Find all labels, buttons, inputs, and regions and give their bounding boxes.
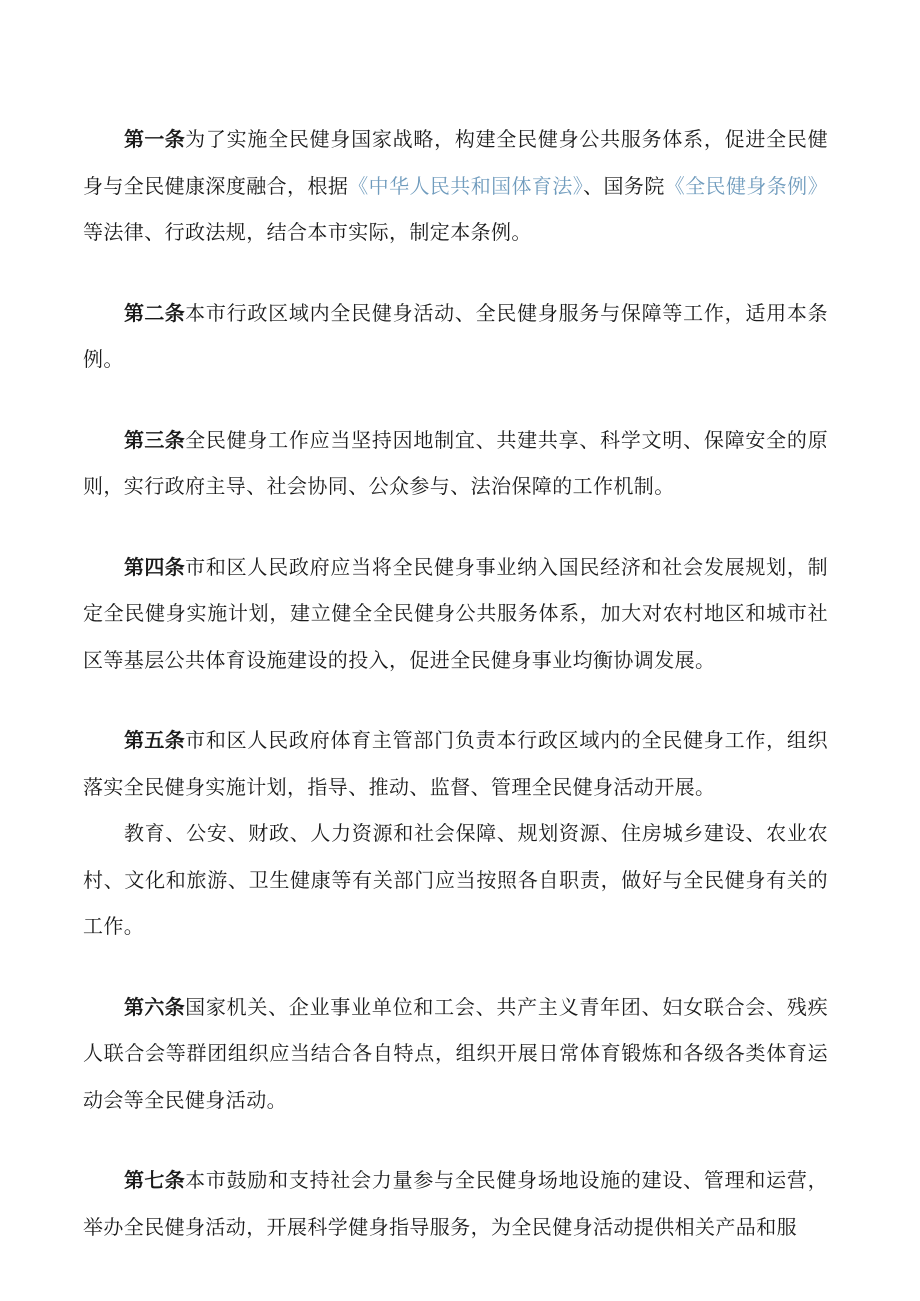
article-paragraph xyxy=(83,417,828,510)
article-label: 第一条 xyxy=(124,127,186,151)
article-text: 、国务院 xyxy=(583,173,665,198)
article-paragraph xyxy=(83,1157,828,1250)
article-label: 第二条 xyxy=(124,300,186,325)
article-text: 等法律、行政法规，结合本市实际，制定本条例。 xyxy=(83,220,532,244)
article xyxy=(83,116,828,256)
article-text: 国家机关、企业事业单位和工会、共产主义青年团、妇女联合会、残疾人联合会等群团组织应当结合各自特点，组织开展日常体育锻炼和各级各类体育运动会等全民健身活动。 xyxy=(83,994,829,1112)
article-label: 第三条 xyxy=(124,427,186,452)
article xyxy=(83,417,828,510)
article-paragraph xyxy=(83,290,828,383)
article-label: 第六条 xyxy=(124,994,186,1019)
article-text: 市和区人民政府应当将全民健身事业纳入国民经济和社会发展规划，制定全民健身实施计划，建立健全全民健身公共服务体系，加大对农村地区和城市社区等基层公共体育设施建设的投入，促进全民健身事业均衡协调发展。 xyxy=(83,554,829,672)
article-label: 第四条 xyxy=(124,554,186,579)
article-list xyxy=(83,116,828,1250)
article xyxy=(83,290,828,383)
article-text: 为了实施全民健身国家战略，构建全民健身公共服务体系，促进全民健身与全民健康深度融合，根据 xyxy=(83,127,829,198)
article xyxy=(83,984,828,1124)
article xyxy=(83,1157,828,1250)
article xyxy=(83,544,828,684)
law-reference-link[interactable]: 《全民健身条例》 xyxy=(664,173,828,198)
article-text: 全民健身工作应当坚持因地制宜、共建共享、科学文明、保障安全的原则，实行政府主导、社会协同、公众参与、法治保障的工作机制。 xyxy=(83,427,829,498)
law-reference-link[interactable]: 《中华人民共和国体育法》 xyxy=(348,173,584,198)
article-paragraph xyxy=(83,810,828,950)
article-text: 本市行政区域内全民健身活动、全民健身服务与保障等工作，适用本条例。 xyxy=(83,300,829,371)
article-paragraph xyxy=(83,717,828,810)
article-paragraph xyxy=(83,984,828,1124)
article-paragraph xyxy=(83,544,828,684)
article-text: 本市鼓励和支持社会力量参与全民健身场地设施的建设、管理和运营，举办全民健身活动，开展科学健身指导服务，为全民健身活动提供相关产品和服 xyxy=(83,1168,829,1239)
article-label: 第七条 xyxy=(124,1168,186,1192)
article-label: 第五条 xyxy=(124,728,186,752)
article-text: 市和区人民政府体育主管部门负责本行政区域内的全民健身工作，组织落实全民健身实施计划，指导、推动、监督、管理全民健身活动开展。 xyxy=(83,728,829,799)
article xyxy=(83,717,828,950)
article-text: 教育、公安、财政、人力资源和社会保障、规划资源、住房城乡建设、农业农村、文化和旅游、卫生健康等有关部门应当按照各自职责，做好与全民健身有关的工作。 xyxy=(83,821,828,938)
article-paragraph xyxy=(83,116,828,256)
